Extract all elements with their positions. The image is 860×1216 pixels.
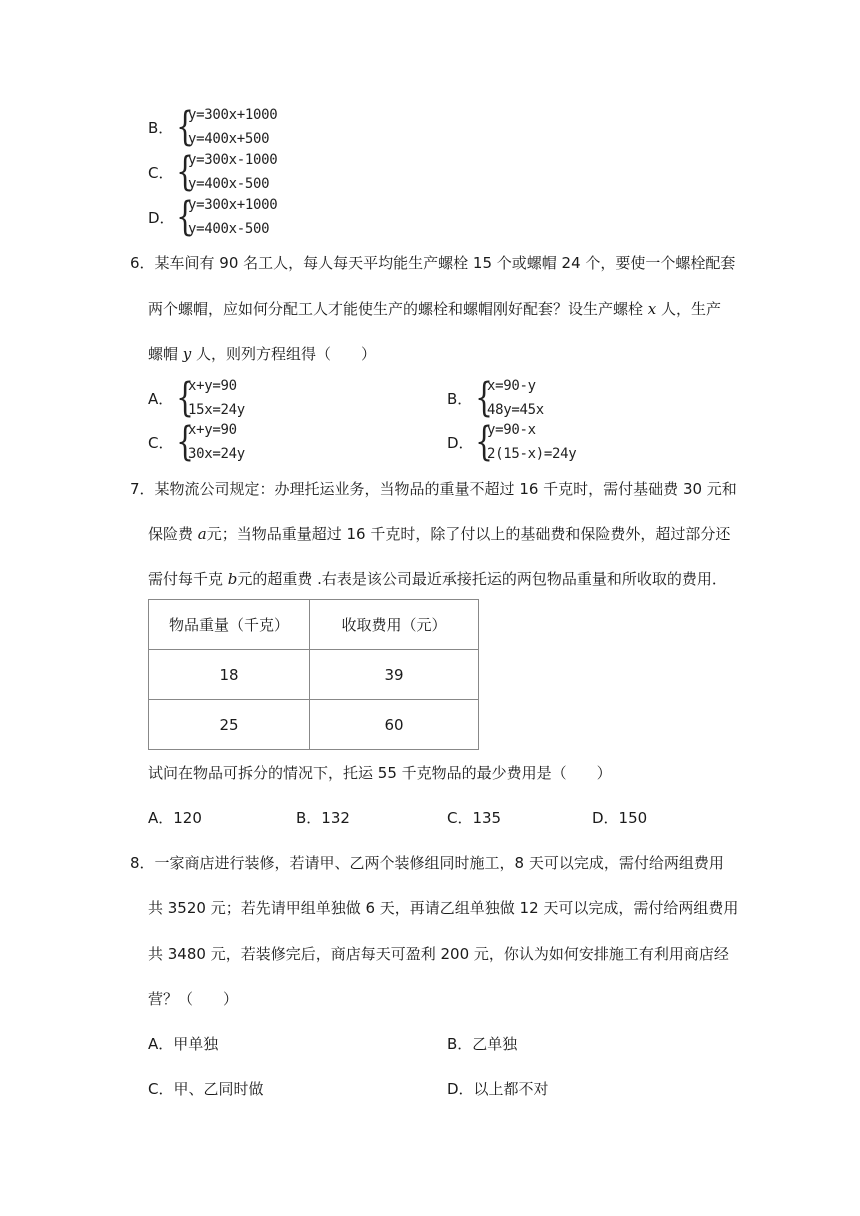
q8-option-c: C．甲、乙同时做 xyxy=(148,1080,264,1098)
brace-icon: { xyxy=(176,104,194,150)
brace-icon: { xyxy=(176,194,194,240)
q7-option-d: D．150 xyxy=(592,809,648,827)
q7-stem-line1: 7．某物流公司规定：办理托运业务，当物品的重量不超过 16 千克时，需付基础费 30 元和 xyxy=(130,480,737,498)
q7-option-b: B．132 xyxy=(296,809,350,827)
q8-option-a: A．甲单独 xyxy=(148,1035,219,1053)
equation: 2(15-x)=24y xyxy=(487,446,577,462)
variable-b: b xyxy=(227,570,238,588)
table-cell: 18 xyxy=(149,650,310,700)
q6-stem-line2 xyxy=(148,299,721,319)
q5-option-d xyxy=(148,193,277,241)
option-label: C． xyxy=(148,433,174,452)
equation: y=400x-500 xyxy=(188,221,270,237)
equation: y=90-x xyxy=(487,422,536,438)
q7-text: 元；当物品重量超过 16 千克时，除了付以上的基础费和保险费外，超过部分还 xyxy=(206,525,731,543)
q7-option-a: A．120 xyxy=(148,809,202,827)
q7-question: 试问在物品可拆分的情况下，托运 55 千克物品的最少费用是（ ） xyxy=(148,764,612,782)
equation-system xyxy=(188,103,277,151)
equation: x=90-y xyxy=(487,378,536,394)
option-label: D． xyxy=(148,208,175,227)
q7-stem-line3 xyxy=(148,569,727,589)
equation: y=300x-1000 xyxy=(188,152,278,168)
q6-text: 两个螺帽，应如何分配工人才能使生产的螺栓和螺帽刚好配套？设生产螺栓 xyxy=(148,300,648,318)
variable-y: y xyxy=(182,345,192,363)
q7-text: 需付每千克 xyxy=(148,570,228,588)
table-header-cell: 收取费用（元） xyxy=(310,600,479,650)
equation-system xyxy=(188,418,245,466)
brace-icon: { xyxy=(475,375,493,421)
brace-icon: { xyxy=(176,375,194,421)
q6-text: 螺帽 xyxy=(148,345,183,363)
q8-stem-line4: 营？（ ） xyxy=(148,990,239,1008)
brace-icon: { xyxy=(475,419,493,465)
equation: 48y=45x xyxy=(487,402,544,418)
option-label: B． xyxy=(447,389,473,408)
option-label: D． xyxy=(447,433,474,452)
equation: x+y=90 xyxy=(188,422,237,438)
equation: y=400x+500 xyxy=(188,131,270,147)
q8-stem-line3: 共 3480 元，若装修完后，商店每天可盈利 200 元，你认为如何安排施工有利用商店经 xyxy=(148,945,729,963)
equation: y=400x-500 xyxy=(188,176,270,192)
q7-text: 元的超重费 .右表是该公司最近承接托运的两包物品重量和所收取的费用． xyxy=(237,570,727,588)
brace-icon: { xyxy=(176,149,194,195)
table-cell: 25 xyxy=(149,700,310,750)
variable-x: x xyxy=(647,300,657,318)
q8-stem-line2: 共 3520 元；若先请甲组单独做 6 天，再请乙组单独做 12 天可以完成，需付给两组费用 xyxy=(148,899,739,917)
q5-option-b xyxy=(148,103,277,151)
equation-system xyxy=(188,193,277,241)
q6-stem-line1: 6．某车间有 90 名工人，每人每天平均能生产螺栓 15 个或螺帽 24 个，要使一个螺栓配套 xyxy=(130,254,736,272)
option-label: B． xyxy=(148,118,174,137)
equation: x+y=90 xyxy=(188,378,237,394)
q6-option-b xyxy=(447,374,544,422)
option-label: C． xyxy=(148,163,174,182)
table-cell: 39 xyxy=(310,650,479,700)
table-header-row xyxy=(149,600,479,650)
equation-system xyxy=(487,374,544,422)
equation: 30x=24y xyxy=(188,446,245,462)
equation-system xyxy=(188,374,245,422)
q7-stem-line2 xyxy=(148,524,730,544)
q7-text: 保险费 xyxy=(148,525,198,543)
q6-stem-line3 xyxy=(148,344,376,364)
weight-fee-table xyxy=(148,599,479,750)
q6-option-a xyxy=(148,374,245,422)
table-row xyxy=(149,700,479,750)
equation: y=300x+1000 xyxy=(188,197,278,213)
q6-text: 人，生产 xyxy=(656,300,722,318)
q6-text: 人，则列方程组得（ ） xyxy=(191,345,377,363)
option-label: A． xyxy=(148,389,174,408)
q6-option-c xyxy=(148,418,245,466)
q5-option-c xyxy=(148,148,277,196)
equation-system xyxy=(188,148,277,196)
equation: y=300x+1000 xyxy=(188,107,278,123)
table-cell: 60 xyxy=(310,700,479,750)
q8-stem-line1: 8．一家商店进行装修，若请甲、乙两个装修组同时施工，8 天可以完成，需付给两组费用 xyxy=(130,854,724,872)
equation-system xyxy=(487,418,576,466)
table-header-cell: 物品重量（千克） xyxy=(149,600,310,650)
q8-option-d: D．以上都不对 xyxy=(447,1080,549,1098)
variable-a: a xyxy=(197,525,207,543)
brace-icon: { xyxy=(176,419,194,465)
q7-option-c: C．135 xyxy=(447,809,502,827)
q8-option-b: B．乙单独 xyxy=(447,1035,518,1053)
table-row xyxy=(149,650,479,700)
q6-option-d xyxy=(447,418,576,466)
equation: 15x=24y xyxy=(188,402,245,418)
